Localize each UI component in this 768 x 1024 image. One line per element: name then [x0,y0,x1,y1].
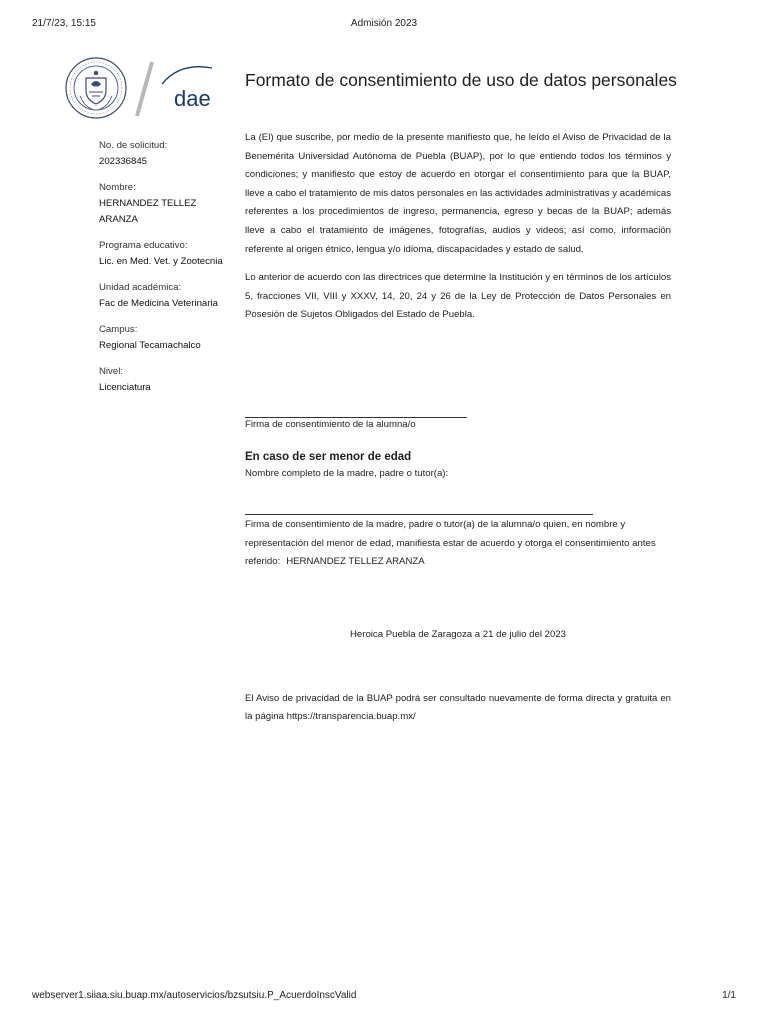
dae-logo [156,58,220,114]
document-title: Formato de consentimiento de uso de datos personales [245,70,677,90]
privacy-notice: El Aviso de privacidad de la BUAP podrá ser consultado nuevamente de forma directa y gratuita en la página https://transparencia.buap.mx/ [245,693,671,722]
student-signature-line [245,417,467,418]
consent-paragraph: La (El) que suscribe, por medio de la presente manifiesto que, he leído el Aviso de Privacidad de la Benemérita Universidad Autónoma de Puebla (BUAP), por lo que entiendo todos los términos y condiciones; y manifiesto que estoy de acuerdo en otorgar el consentimiento para que la BUAP, lleve a cabo el tratamiento de mis datos personales en las actividades administrativas y académicas referentes a los procedimientos de ingreso, permanencia, egreso y becas de la BUAP; además lleve a cabo el tratamiento de imágenes, fotografías, audios y videos; así como, información referente al origen étnico, lengua y/o idioma, discapacidades y estado de salud. [245,132,671,255]
dae-logo-text: dae [174,86,211,111]
field-level [99,364,239,396]
print-datetime: 21/7/23, 15:15 [32,18,96,29]
field-label: No. de solicitud: [99,140,168,151]
logo-area [64,56,224,120]
guardian-consent-statement: Firma de consentimiento de la madre, padre o tutor(a) de la alumna/o quien, en nombre y representación del menor de edad, manifiesta estar de acuerdo y otorga el consentimiento antes referido: [245,519,656,568]
field-value: 202336845 [99,156,148,167]
field-program [99,238,239,270]
field-label: Programa educativo: [99,240,188,251]
field-value: Regional Tecamachalco [99,340,201,351]
guardian-signature-line [245,514,593,515]
university-seal-icon [64,56,128,120]
applicant-sidebar [99,138,239,406]
field-name [99,180,239,228]
minor-section-heading: En caso de ser menor de edad [245,451,412,463]
student-signature-label: Firma de consentimiento de la alumna/o [245,419,416,430]
place-and-date: Heroica Puebla de Zaragoza a 21 de julio del 2023 [349,629,566,640]
page-number: 1/1 [722,990,736,1001]
guardian-consent-text [245,516,671,572]
field-application-number [99,138,239,170]
field-label: Nivel: [99,366,123,377]
consent-body [245,129,671,325]
print-title: Admisión 2023 [350,18,418,29]
minor-student-name: HERNANDEZ TELLEZ ARANZA [286,556,425,568]
print-footer [32,990,736,1004]
print-url: webserver1.siiaa.siu.buap.mx/autoservicios/bzsutsiu.P_AcuerdoInscValid [32,990,357,1001]
print-header [32,18,736,32]
guardian-name-label: Nombre completo de la madre, padre o tutor(a): [245,468,449,479]
field-value: HERNANDEZ TELLEZ ARANZA [99,198,197,225]
field-campus [99,322,239,354]
divider-slash-icon [134,60,154,118]
field-value: Lic. en Med. Vet. y Zootecnia [99,256,223,267]
field-label: Campus: [99,324,138,335]
field-label: Nombre: [99,182,136,193]
field-label: Unidad académica: [99,282,182,293]
field-value: Fac de Medicina Veterinaria [99,298,218,309]
legal-basis-paragraph: Lo anterior de acuerdo con las directrices que determine la Institución y en términos de los artículos 5, fracciones VII, VIII y XXXV, 14, 20, 24 y 26 de la Ley de Protección de Datos Personales en Posesión de Sujetos Obligados del Estado de Puebla. [245,272,671,321]
field-value: Licenciatura [99,382,151,393]
field-academic-unit [99,280,239,312]
